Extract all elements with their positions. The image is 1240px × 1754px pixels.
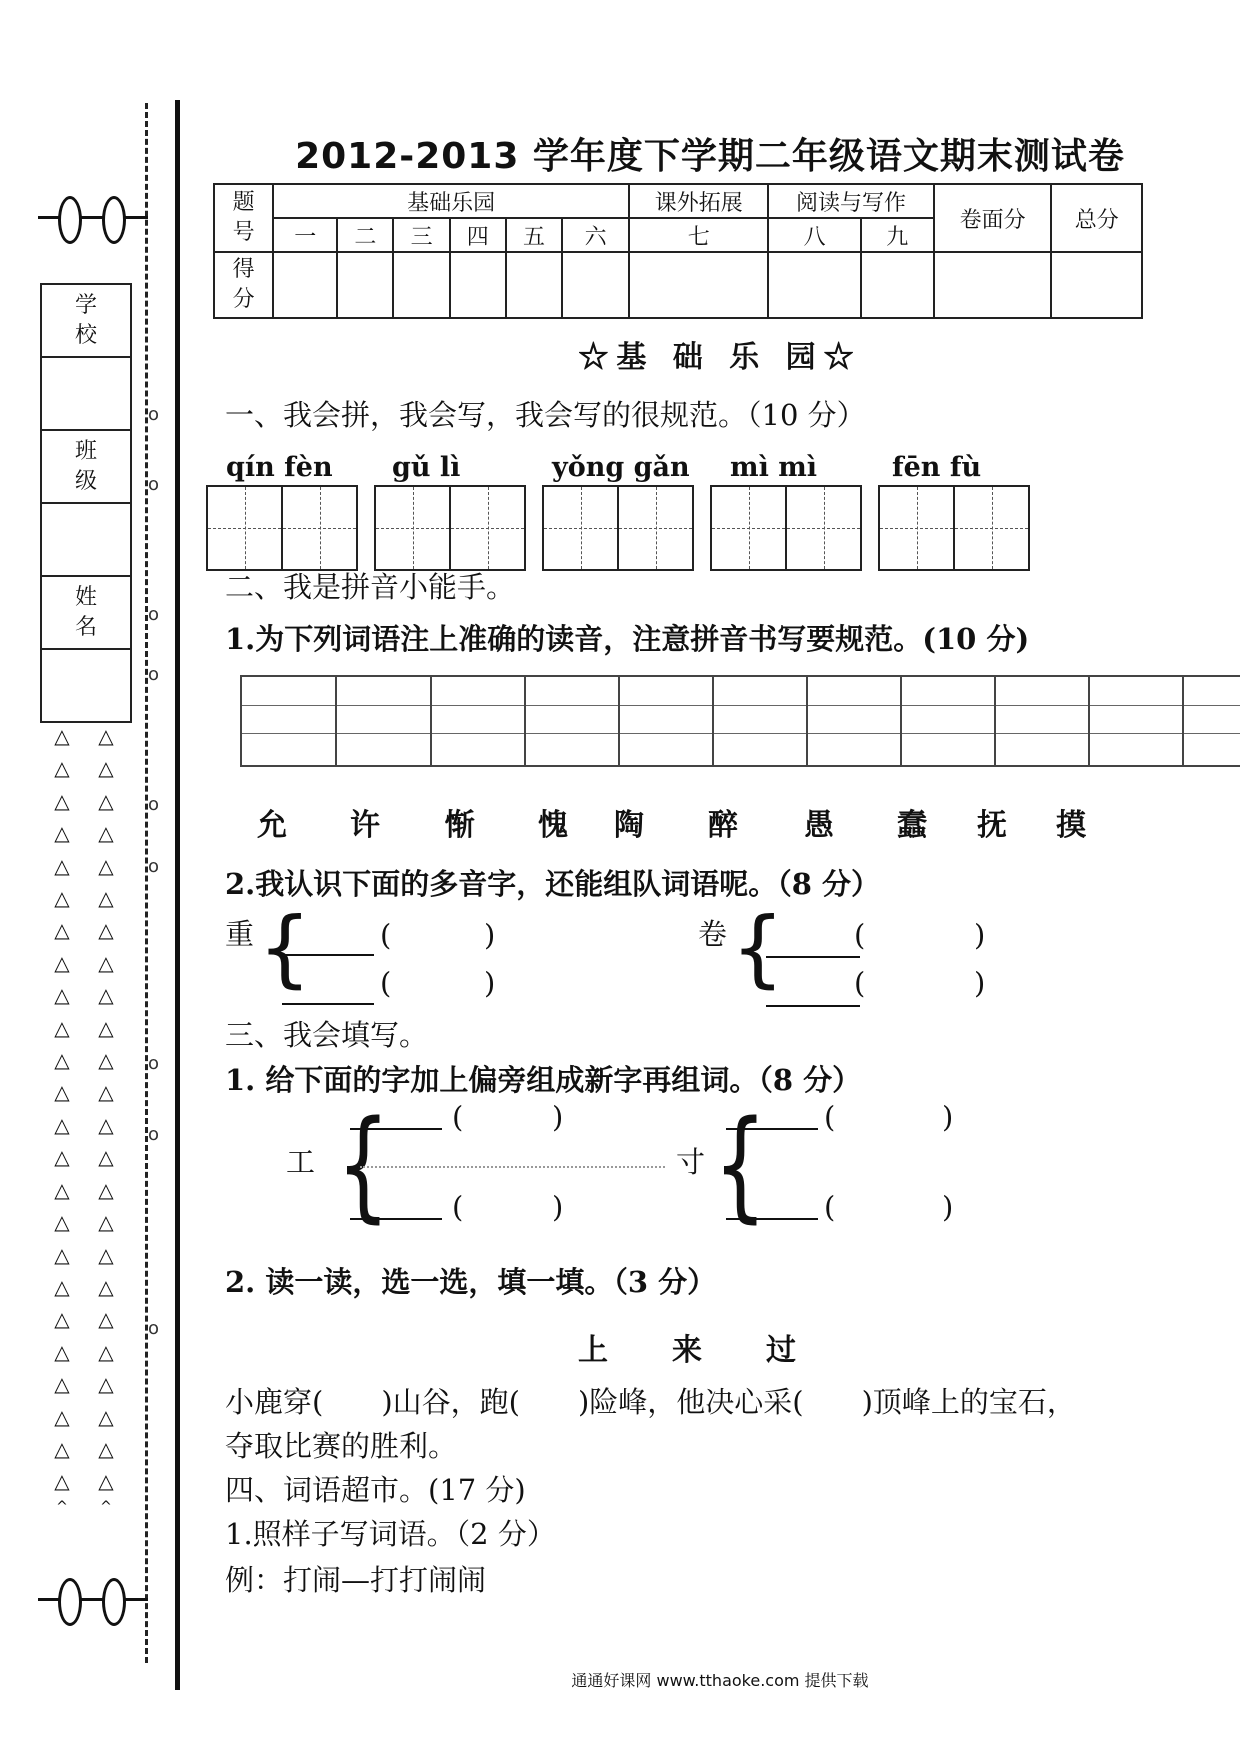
section-basic-heading: ☆基 础 乐 园☆ xyxy=(578,340,862,375)
writing-box[interactable] xyxy=(955,487,1028,569)
word-char: 愧 xyxy=(538,808,568,843)
binding-dashed-line xyxy=(145,103,148,1663)
brace-icon: { xyxy=(713,1096,767,1235)
base-char: 工 xyxy=(286,1145,316,1179)
student-info-box xyxy=(40,283,132,723)
answer-blank[interactable] xyxy=(350,1218,442,1220)
paren-open: ( xyxy=(854,966,866,1000)
footer-credit: 通通好课网 www.tthaoke.com 提供下载 xyxy=(571,1671,869,1690)
binding-ring-bar xyxy=(38,216,148,219)
triangle-icon: △ xyxy=(54,1112,70,1137)
word-char: 愚 xyxy=(804,808,834,843)
writing-box-pair[interactable] xyxy=(374,485,526,571)
triangle-icon: △ xyxy=(54,1436,70,1461)
score-cell[interactable] xyxy=(934,252,1052,318)
question-number: 三 xyxy=(393,218,449,252)
binding-ring-icon xyxy=(102,196,126,244)
choice-char: 上 xyxy=(578,1333,608,1368)
answer-blank[interactable] xyxy=(282,1003,374,1005)
paren-open: ( xyxy=(380,918,392,952)
q2-sub2: 2.我认识下面的多音字，还能组队词语呢。（8 分） xyxy=(225,867,881,901)
word-char: 醉 xyxy=(708,808,738,843)
triangle-icon: △ xyxy=(54,918,70,943)
fill-sentence-line1: 小鹿穿( )山谷，跑( )险峰，他决心采( )顶峰上的宝石， xyxy=(225,1385,1076,1419)
binding-hole-mark: o xyxy=(148,1318,160,1339)
paren-open: ( xyxy=(824,1100,836,1134)
caret-icon: ^ xyxy=(100,1498,112,1515)
question-number: 一 xyxy=(273,218,337,252)
question-number: 五 xyxy=(506,218,562,252)
score-cell[interactable] xyxy=(562,252,629,318)
fill-sentence-line2: 夺取比赛的胜利。 xyxy=(225,1429,458,1463)
group-extra: 课外拓展 xyxy=(629,184,768,218)
answer-blank[interactable] xyxy=(726,1128,818,1130)
school-field[interactable] xyxy=(42,358,130,431)
paren-open: ( xyxy=(380,966,392,1000)
polyphone-char: 重 xyxy=(225,917,255,951)
triangle-icon: △ xyxy=(98,1469,114,1494)
score-cell[interactable] xyxy=(861,252,934,318)
triangle-icon: △ xyxy=(54,1274,70,1299)
school-label: 学 校 xyxy=(42,285,130,358)
score-table xyxy=(213,183,1143,319)
exam-title: 2012-2013 学年度下学期二年级语文期末测试卷 xyxy=(295,136,1125,177)
score-cell[interactable] xyxy=(393,252,449,318)
triangle-icon: △ xyxy=(98,918,114,943)
triangle-icon: △ xyxy=(54,724,70,748)
triangle-icon: △ xyxy=(54,821,70,846)
choice-char: 过 xyxy=(766,1333,796,1368)
triangle-icon: △ xyxy=(54,983,70,1008)
question-number-label: 题 号 xyxy=(214,184,273,252)
paren-open: ( xyxy=(824,1190,836,1224)
triangle-icon: △ xyxy=(54,1048,70,1073)
triangle-icon: △ xyxy=(98,1145,114,1170)
triangle-icon: △ xyxy=(98,756,114,781)
answer-blank[interactable] xyxy=(766,956,860,958)
triangle-icon: △ xyxy=(54,1372,70,1397)
triangle-icon: △ xyxy=(98,1177,114,1202)
neat-score-label: 卷面分 xyxy=(934,184,1052,252)
binding-ring-icon xyxy=(102,1578,126,1626)
triangle-icon: △ xyxy=(54,1469,70,1494)
binding-ring-icon xyxy=(58,196,82,244)
paren-close: ) xyxy=(974,966,986,1000)
triangle-icon: △ xyxy=(54,1145,70,1170)
triangle-icon: △ xyxy=(54,1177,70,1202)
binding-ring-icon xyxy=(58,1578,82,1626)
writing-box[interactable] xyxy=(451,487,524,569)
q1-heading: 一、我会拼，我会写，我会写的很规范。（10 分） xyxy=(225,398,866,432)
question-number: 六 xyxy=(562,218,629,252)
answer-blank[interactable] xyxy=(350,1128,442,1130)
brace-icon: { xyxy=(336,1096,390,1235)
paren-close: ) xyxy=(974,918,986,952)
triangle-icon: △ xyxy=(54,1404,70,1429)
score-cell[interactable] xyxy=(1051,252,1142,318)
paren-open: ( xyxy=(452,1100,464,1134)
q2-heading: 二、我是拼音小能手。 xyxy=(225,570,516,604)
choice-char: 来 xyxy=(672,1333,702,1368)
paren-open: ( xyxy=(854,918,866,952)
triangle-icon: △ xyxy=(98,853,114,878)
question-number: 二 xyxy=(337,218,393,252)
writing-box-pair[interactable] xyxy=(542,485,694,571)
word-char: 允 xyxy=(257,808,287,843)
q3-sub2: 2. 读一读，选一选，填一填。（3 分） xyxy=(225,1265,717,1299)
pinyin-label: yǒng gǎn xyxy=(552,452,690,483)
answer-blank[interactable] xyxy=(282,954,374,956)
word-char: 摸 xyxy=(1056,808,1086,843)
writing-box[interactable] xyxy=(283,487,356,569)
binding-hole-mark: o xyxy=(148,1053,160,1074)
question-number: 九 xyxy=(861,218,934,252)
triangle-icon: △ xyxy=(54,1015,70,1040)
paren-open: ( xyxy=(452,1190,464,1224)
pinyin-writing-grid[interactable] xyxy=(240,675,1240,767)
writing-box[interactable] xyxy=(787,487,860,569)
triangle-column-left xyxy=(50,720,74,1516)
binding-thick-line xyxy=(175,100,180,1690)
dotted-guide xyxy=(360,1166,665,1168)
triangle-icon: △ xyxy=(98,1015,114,1040)
score-cell[interactable] xyxy=(768,252,860,318)
question-number: 四 xyxy=(450,218,506,252)
triangle-icon: △ xyxy=(98,1080,114,1105)
triangle-icon: △ xyxy=(54,853,70,878)
question-number: 七 xyxy=(629,218,768,252)
word-char: 陶 xyxy=(614,808,644,843)
answer-blank[interactable] xyxy=(766,1005,860,1007)
writing-box-pair[interactable] xyxy=(206,485,358,571)
writing-box[interactable] xyxy=(619,487,692,569)
triangle-icon: △ xyxy=(98,1372,114,1397)
polyphone-char: 卷 xyxy=(698,917,728,951)
triangle-icon: △ xyxy=(98,1210,114,1235)
score-row-label: 得 分 xyxy=(214,252,273,318)
q3-sub1: 1. 给下面的字加上偏旁组成新字再组词。（8 分） xyxy=(225,1063,862,1097)
word-char: 蠢 xyxy=(897,808,927,843)
triangle-icon: △ xyxy=(54,1210,70,1235)
binding-ring-bar xyxy=(38,1598,148,1601)
binding-hole-mark: o xyxy=(148,1124,160,1145)
triangle-icon: △ xyxy=(54,1339,70,1364)
writing-box[interactable] xyxy=(544,487,619,569)
paren-close: ) xyxy=(942,1100,954,1134)
writing-box[interactable] xyxy=(880,487,955,569)
class-label: 班 级 xyxy=(42,431,130,504)
triangle-icon: △ xyxy=(54,950,70,975)
q4-example: 例：打闹—打打闹闹 xyxy=(225,1563,487,1597)
caret-icon: ^ xyxy=(56,1498,68,1515)
score-cell[interactable] xyxy=(273,252,337,318)
triangle-icon: △ xyxy=(98,821,114,846)
word-char: 抚 xyxy=(977,808,1007,843)
group-basic: 基础乐园 xyxy=(273,184,629,218)
answer-blank[interactable] xyxy=(726,1218,818,1220)
triangle-icon: △ xyxy=(98,1436,114,1461)
binding-hole-mark: o xyxy=(148,604,160,625)
triangle-icon: △ xyxy=(98,724,114,748)
triangle-icon: △ xyxy=(54,1307,70,1332)
score-cell[interactable] xyxy=(506,252,562,318)
q2-sub1: 1.为下列词语注上准确的读音，注意拼音书写要规范。(10 分) xyxy=(225,622,1030,656)
name-label: 姓 名 xyxy=(42,577,130,650)
pinyin-label: fēn fù xyxy=(892,452,982,483)
total-score-label: 总分 xyxy=(1051,184,1142,252)
paren-close: ) xyxy=(484,918,496,952)
binding-hole-mark: o xyxy=(148,794,160,815)
triangle-icon: △ xyxy=(98,1404,114,1429)
paren-close: ) xyxy=(484,966,496,1000)
brace-icon: { xyxy=(731,899,785,997)
pinyin-label: mì mì xyxy=(730,452,818,483)
triangle-icon: △ xyxy=(54,886,70,911)
q4-sub1: 1.照样子写词语。（2 分） xyxy=(225,1517,556,1551)
triangle-icon: △ xyxy=(98,1242,114,1267)
triangle-icon: △ xyxy=(98,1274,114,1299)
score-cell[interactable] xyxy=(450,252,506,318)
binding-hole-mark: o xyxy=(148,474,160,495)
paren-close: ) xyxy=(552,1100,564,1134)
triangle-column-right xyxy=(94,720,118,1516)
score-cell[interactable] xyxy=(629,252,768,318)
class-field[interactable] xyxy=(42,504,130,577)
question-number: 八 xyxy=(768,218,860,252)
paren-close: ) xyxy=(942,1190,954,1224)
triangle-icon: △ xyxy=(98,950,114,975)
triangle-icon: △ xyxy=(98,1307,114,1332)
triangle-icon: △ xyxy=(54,1242,70,1267)
triangle-icon: △ xyxy=(98,1339,114,1364)
triangle-icon: △ xyxy=(98,1048,114,1073)
triangle-icon: △ xyxy=(98,788,114,813)
triangle-icon: △ xyxy=(98,886,114,911)
triangle-icon: △ xyxy=(54,756,70,781)
name-field[interactable] xyxy=(42,650,130,721)
writing-box[interactable] xyxy=(712,487,787,569)
score-cell[interactable] xyxy=(337,252,393,318)
word-char: 惭 xyxy=(445,808,475,843)
group-read: 阅读与写作 xyxy=(768,184,933,218)
word-char: 许 xyxy=(350,808,380,843)
writing-box-pair[interactable] xyxy=(878,485,1030,571)
binding-hole-mark: o xyxy=(148,404,160,425)
triangle-icon: △ xyxy=(54,788,70,813)
base-char: 寸 xyxy=(676,1145,706,1179)
triangle-icon: △ xyxy=(98,983,114,1008)
writing-box[interactable] xyxy=(376,487,451,569)
q3-heading: 三、我会填写。 xyxy=(225,1018,429,1052)
pinyin-label: qín fèn xyxy=(226,452,333,483)
triangle-icon: △ xyxy=(54,1080,70,1105)
writing-box-pair[interactable] xyxy=(710,485,862,571)
brace-icon: { xyxy=(258,899,312,997)
q4-heading: 四、词语超市。(17 分) xyxy=(225,1473,526,1507)
triangle-icon: △ xyxy=(98,1112,114,1137)
paren-close: ) xyxy=(552,1190,564,1224)
pinyin-label: gǔ lì xyxy=(392,452,461,483)
writing-box[interactable] xyxy=(208,487,283,569)
binding-hole-mark: o xyxy=(148,856,160,877)
binding-hole-mark: o xyxy=(148,664,160,685)
